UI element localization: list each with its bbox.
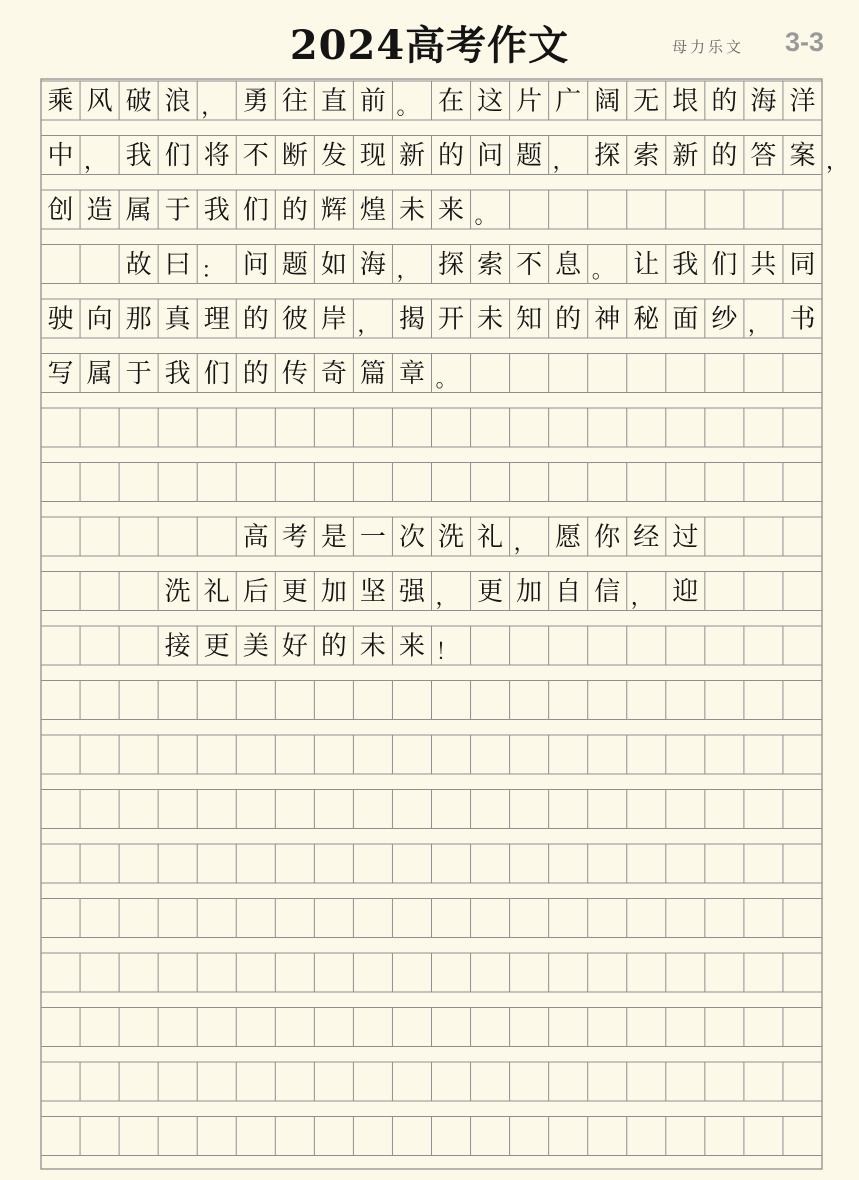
grid-row [41, 299, 822, 338]
essay-character: 问 [242, 250, 269, 280]
essay-character: 的 [438, 141, 465, 171]
essay-character: 新 [398, 141, 425, 171]
essay-character: 写 [47, 359, 74, 389]
essay-character: 驶 [47, 304, 74, 335]
essay-character: 息 [555, 250, 582, 280]
grid-row [41, 517, 822, 556]
essay-character: 曰 [164, 250, 191, 280]
grid-row [41, 463, 822, 502]
essay-character: 造 [86, 195, 113, 226]
grid-row [41, 81, 822, 120]
essay-character: 愿 [555, 522, 582, 553]
essay-character: 加 [516, 577, 543, 607]
essay-character: 坚 [359, 577, 386, 607]
essay-character: 礼 [203, 577, 230, 607]
essay-character: 垠 [672, 86, 699, 117]
essay-character: 这 [477, 86, 504, 117]
essay-character: 纱 [711, 304, 738, 335]
punctuation-mark: ， [552, 149, 575, 175]
essay-character: 神 [594, 304, 621, 335]
essay-character: 传 [281, 359, 308, 389]
essay-character: 我 [125, 141, 152, 171]
punctuation-mark: ， [357, 313, 380, 338]
essay-character: 中 [47, 141, 74, 171]
essay-character: 面 [672, 304, 699, 335]
punctuation-mark: 。 [435, 367, 458, 393]
essay-character: 篇 [359, 359, 386, 389]
essay-character: 问 [477, 141, 504, 171]
essay-character: 索 [477, 250, 504, 280]
essay-character: 彼 [281, 304, 308, 335]
essay-character: 新 [672, 141, 699, 171]
essay-character: 索 [633, 141, 660, 171]
essay-character: 广 [555, 86, 582, 117]
essay-character: 好 [281, 631, 308, 662]
essay-character: 迎 [672, 577, 699, 607]
grid-row [41, 735, 822, 774]
essay-character: 题 [281, 250, 308, 280]
essay-character: 煌 [359, 195, 386, 226]
essay-character: 故 [125, 250, 152, 280]
grid-row [41, 899, 822, 938]
essay-character: 于 [164, 195, 191, 226]
essay-character: 信 [594, 577, 621, 607]
essay-character: 破 [125, 86, 152, 117]
page-number: 3-3 [785, 27, 825, 57]
essay-character: 未 [398, 195, 425, 226]
essay-character: 现 [359, 141, 386, 171]
grid-row [41, 844, 822, 883]
essay-character: 如 [320, 250, 347, 280]
essay-character: 次 [398, 522, 425, 553]
essay-character: 礼 [477, 522, 504, 553]
essay-character: 同 [789, 250, 816, 280]
essay-character: 过 [672, 522, 699, 553]
essay-character: 前 [359, 86, 386, 117]
essay-character: 你 [594, 522, 621, 553]
essay-character: 答 [750, 141, 777, 171]
grid-row [41, 953, 822, 992]
essay-character: 的 [711, 141, 738, 171]
grid-row [41, 408, 822, 447]
punctuation-mark: ， [513, 531, 536, 556]
essay-character: 发 [320, 141, 347, 171]
essay-character: 浪 [164, 86, 191, 117]
essay-character: 的 [320, 631, 347, 662]
grid-row [41, 136, 822, 175]
essay-character: 探 [438, 250, 465, 280]
essay-character: 更 [477, 577, 504, 607]
essay-character: 我 [164, 359, 191, 389]
essay-character: 断 [281, 141, 308, 171]
essay-character: 接 [164, 631, 191, 662]
essay-character: 让 [633, 250, 660, 280]
punctuation-mark: ， [201, 95, 224, 120]
grid-row [41, 190, 822, 229]
essay-character: 向 [86, 304, 113, 335]
essay-character: 属 [86, 359, 113, 389]
grid-row [41, 626, 822, 665]
essay-character: 乘 [47, 86, 74, 117]
page-title: 2024高考作文 [289, 22, 570, 69]
essay-character: 无 [633, 86, 660, 117]
essay-character: 的 [555, 304, 582, 335]
punctuation-mark: ， [396, 258, 419, 284]
grid-row [41, 354, 822, 393]
essay-character: 那 [125, 304, 152, 335]
essay-character: 将 [203, 141, 230, 171]
essay-character: 们 [711, 250, 738, 280]
essay-character: 在 [438, 86, 465, 117]
essay-character: 秘 [633, 304, 660, 335]
punctuation-mark: ， [630, 585, 653, 611]
essay-character: 高 [242, 522, 269, 553]
essay-character: 理 [203, 304, 230, 335]
essay-character: 开 [438, 304, 465, 335]
essay-character: 洗 [438, 522, 465, 553]
essay-character: 于 [125, 359, 152, 389]
essay-character: 案 [789, 141, 816, 171]
author-name: 母力乐文 [672, 38, 745, 56]
essay-character: 往 [281, 86, 308, 117]
essay-character: 片 [516, 86, 543, 117]
essay-character: 是 [320, 522, 347, 553]
grid-row [41, 1117, 822, 1156]
essay-character: 不 [242, 141, 269, 171]
essay-character: 我 [672, 250, 699, 280]
essay-character: 洗 [164, 577, 191, 607]
grid-row [41, 681, 822, 720]
essay-character: 一 [359, 522, 386, 553]
essay-character: 海 [750, 86, 777, 117]
essay-character: 知 [516, 304, 543, 335]
essay-character: 章 [398, 359, 425, 389]
essay-character: 题 [516, 141, 543, 171]
grid-frame [41, 79, 822, 1169]
essay-character: 岸 [320, 304, 347, 335]
punctuation-mark: 。 [474, 204, 497, 229]
essay-character: 直 [320, 86, 347, 117]
essay-character: 来 [398, 631, 425, 662]
essay-character: 后 [242, 577, 269, 607]
essay-character: 揭 [398, 304, 425, 335]
grid-row [41, 572, 822, 611]
essay-character: 奇 [320, 359, 347, 389]
essay-character: 未 [477, 304, 504, 335]
essay-character: 书 [789, 304, 816, 335]
grid-row [41, 1008, 822, 1047]
grid-row [41, 1062, 822, 1101]
essay-character: 不 [516, 250, 543, 280]
essay-character: 勇 [242, 86, 269, 117]
punctuation-mark: ， [435, 585, 458, 611]
essay-character: 的 [711, 86, 738, 117]
essay-character: 们 [164, 141, 191, 171]
essay-character: 考 [281, 522, 308, 553]
essay-character: 的 [281, 195, 308, 226]
essay-character: 美 [242, 631, 269, 662]
punctuation-mark: ， [747, 313, 770, 338]
essay-character: 探 [594, 141, 621, 171]
essay-character: 自 [555, 577, 582, 607]
essay-character: 辉 [320, 195, 347, 226]
essay-character: 加 [320, 577, 347, 607]
essay-character: 强 [398, 577, 425, 607]
punctuation-mark: ！ [435, 640, 458, 665]
essay-character: 风 [86, 86, 113, 117]
essay-character: 共 [750, 250, 777, 280]
essay-character: 属 [125, 195, 152, 226]
essay-character: 更 [281, 577, 308, 607]
essay-character: 真 [164, 304, 191, 335]
essay-character: 阔 [594, 86, 621, 117]
essay-character: 们 [242, 195, 269, 226]
essay-character: 洋 [789, 86, 816, 117]
essay-character: 们 [203, 359, 230, 389]
essay-character: 的 [242, 359, 269, 389]
punctuation-mark: ， [84, 149, 107, 175]
punctuation-mark: 。 [396, 95, 419, 120]
grid-row [41, 790, 822, 829]
essay-character: 的 [242, 304, 269, 335]
punctuation-mark: 。 [591, 258, 614, 284]
essay-character: 来 [438, 195, 465, 226]
essay-character: 创 [47, 195, 74, 226]
essay-character: 经 [633, 522, 660, 553]
essay-character: 未 [359, 631, 386, 662]
punctuation-mark: ， [826, 149, 849, 175]
essay-character: 海 [359, 250, 386, 280]
essay-character: 更 [203, 631, 230, 662]
essay-character: 我 [203, 195, 230, 226]
punctuation-mark: ： [201, 258, 224, 284]
grid-row [41, 245, 822, 284]
